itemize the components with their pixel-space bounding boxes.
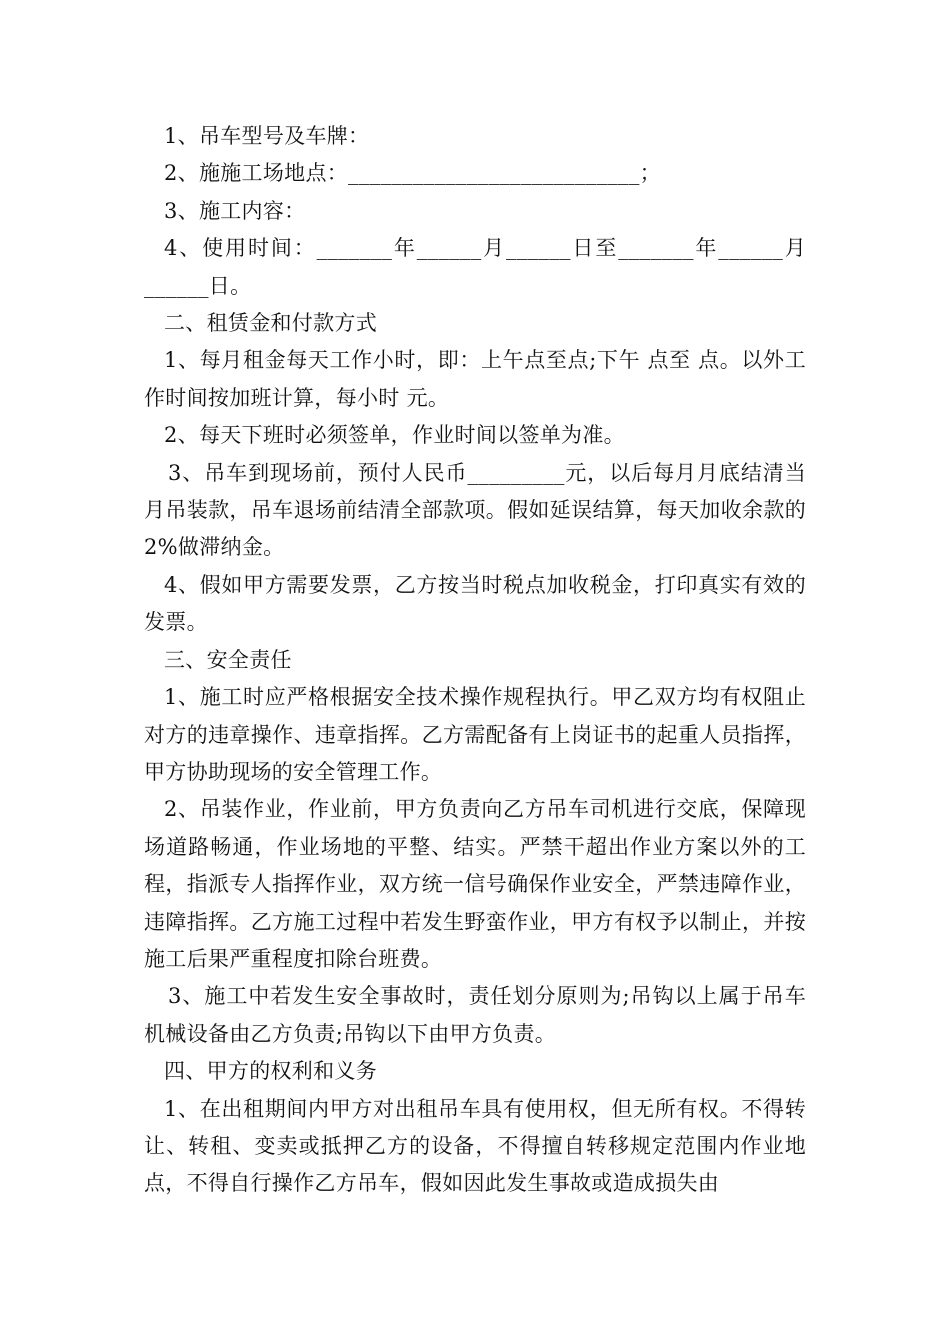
party-a-clause-1: 1、在出租期间内甲方对出租吊车具有使用权，但无所有权。不得转让、转租、变卖或抵押乙方的设备，不得擅自转移规定范围内作业地点，不得自行操作乙方吊车，假如因此发生事故或造成损失由 xyxy=(144,1096,806,1196)
item-work-content: 3、施工内容： xyxy=(164,198,306,223)
section-heading-safety: 三、安全责任 xyxy=(164,647,292,672)
safety-clause-3: 3、施工中若发生安全事故时，责任划分原则为;吊钩以上属于吊车机械设备由乙方负责;吊钩以下由甲方负责。 xyxy=(144,984,806,1046)
rent-clause-2: 2、每天下班时必须签单，作业时间以签单为准。 xyxy=(164,423,625,448)
safety-clause-2: 2、吊装作业，作业前，甲方负责向乙方吊车司机进行交底，保障现场道路畅通，作业场地的平整、结实。严禁干超出作业方案以外的工程，指派专人指挥作业，双方统一信号确保作业安全，严禁违障作业，违障指挥。乙方施工过程中若发生野蛮作业，甲方有权予以制止，并按施工后果严重程度扣除台班费。 xyxy=(144,797,806,971)
safety-clause-1: 1、施工时应严格根据安全技术操作规程执行。甲乙双方均有权阻止对方的违章操作、违章指挥。乙方需配备有上岗证书的起重人员指挥，甲方协助现场的安全管理工作。 xyxy=(144,685,806,784)
rent-clause-3: 3、吊车到现场前，预付人民币_________元，以后每月月底结清当月吊装款，吊车退场前结清全部款项。假如延误结算，每天加收余款的2%做滞纳金。 xyxy=(144,460,806,560)
item-crane-model: 1、吊车型号及车牌： xyxy=(164,124,370,148)
item-usage-time: 4、使用时间：_______年______月______日至_______年______月______日。 xyxy=(144,236,806,298)
rent-clause-4: 4、假如甲方需要发票，乙方按当时税点加收税金，打印真实有效的发票。 xyxy=(144,572,806,635)
section-heading-party-a: 四、甲方的权利和义务 xyxy=(164,1059,377,1084)
document-body xyxy=(144,118,806,1203)
rent-clause-1: 1、每月租金每天工作小时，即：上午点至点;下午 点至 点。以外工作时间按加班计算，每小时 元。 xyxy=(144,348,806,410)
section-heading-rent: 二、租赁金和付款方式 xyxy=(164,311,377,336)
item-site-location: 2、施施工场地点：___________________________； xyxy=(164,161,661,186)
